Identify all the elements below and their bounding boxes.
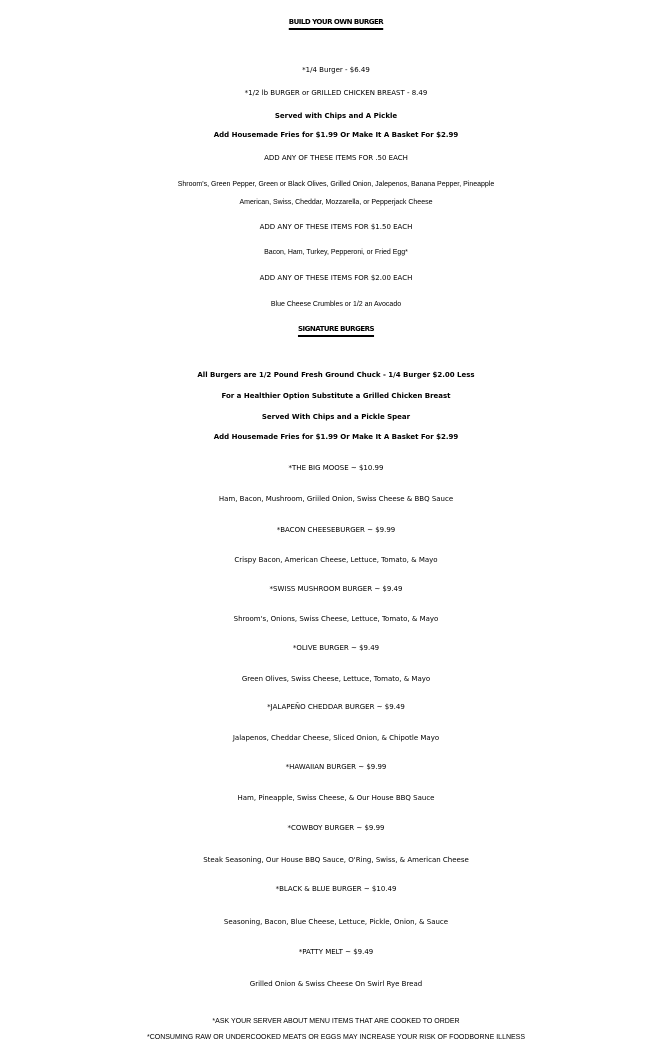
signature-info-served: Served With Chips and a Pickle Spear xyxy=(261,413,411,421)
quarter-burger-price: *1/4 Burger - $6.49 xyxy=(302,66,370,74)
burger-description: Green Olives, Swiss Cheese, Lettuce, Tomato, & Mayo xyxy=(241,675,431,683)
burger-name: *PATTY MELT ~ $9.49 xyxy=(298,948,374,956)
burger-name: *BLACK & BLUE BURGER ~ $10.49 xyxy=(275,885,397,893)
add-50-heading: ADD ANY OF THESE ITEMS FOR .50 EACH xyxy=(264,154,408,162)
burger-name: *COWBOY BURGER ~ $9.99 xyxy=(287,824,385,832)
burger-description: Ham, Bacon, Mushroom, Griiled Onion, Swiss Cheese & BBQ Sauce xyxy=(218,495,454,503)
burger-description: Ham, Pineapple, Swiss Cheese, & Our House BBQ Sauce xyxy=(237,794,435,802)
add-200-heading: ADD ANY OF THESE ITEMS FOR $2.00 EACH xyxy=(259,274,413,282)
add-150-items: Bacon, Ham, Turkey, Pepperoni, or Fried Egg* xyxy=(264,249,408,256)
burger-description: Jalapenos, Cheddar Cheese, Sliced Onion, & Chipotle Mayo xyxy=(232,734,440,742)
signature-info-chuck: All Burgers are 1/2 Pound Fresh Ground Chuck - 1/4 Burger $2.00 Less xyxy=(197,371,475,379)
fries-basket-note: Add Housemade Fries for $1.99 Or Make It A Basket For $2.99 xyxy=(213,131,459,139)
footer-cooked-to-order: *ASK YOUR SERVER ABOUT MENU ITEMS THAT ARE COOKED TO ORDER xyxy=(212,1018,460,1025)
burger-description: Shroom's, Onions, Swiss Cheese, Lettuce, Tomato, & Mayo xyxy=(233,615,439,623)
burger-name: *HAWAIIAN BURGER ~ $9.99 xyxy=(285,763,387,771)
signature-info-chicken: For a Healthier Option Substitute a Grilled Chicken Breast xyxy=(221,392,451,400)
build-your-own-title: BUILD YOUR OWN BURGER xyxy=(288,18,384,26)
burger-name: *BACON CHEESEBURGER ~ $9.99 xyxy=(276,526,396,534)
burger-description: Seasoning, Bacon, Blue Cheese, Lettuce, Pickle, Onion, & Sauce xyxy=(223,918,449,926)
burger-description: Steak Seasoning, Our House BBQ Sauce, O'Ring, Swiss, & American Cheese xyxy=(203,856,469,864)
burger-name: *JALAPEÑO CHEDDAR BURGER ~ $9.49 xyxy=(267,703,405,711)
signature-burgers-title: SIGNATURE BURGERS xyxy=(297,325,375,333)
footer-food-safety-warning: *CONSUMING RAW OR UNDERCOOKED MEATS OR EGGS MAY INCREASE YOUR RISK OF FOODBORNE ILLNESS xyxy=(146,1034,526,1041)
burger-name: *OLIVE BURGER ~ $9.49 xyxy=(292,644,380,652)
burger-description: Crispy Bacon, American Cheese, Lettuce, Tomato, & Mayo xyxy=(234,556,438,564)
burger-description: Grilled Onion & Swiss Cheese On Swirl Rye Bread xyxy=(249,980,423,988)
served-with-note: Served with Chips and A Pickle xyxy=(274,112,398,120)
signature-info-fries: Add Housemade Fries for $1.99 Or Make It A Basket For $2.99 xyxy=(213,433,459,441)
burger-name: *SWISS MUSHROOM BURGER ~ $9.49 xyxy=(269,585,403,593)
half-pound-price: *1/2 lb BURGER or GRILLED CHICKEN BREAST - 8.49 xyxy=(244,89,428,97)
add-50-cheeses: American, Swiss, Cheddar, Mozzarella, or Pepperjack Cheese xyxy=(239,199,433,206)
burger-name: *THE BIG MOOSE ~ $10.99 xyxy=(288,464,384,472)
add-200-items: Blue Cheese Crumbles or 1/2 an Avocado xyxy=(270,301,402,308)
add-150-heading: ADD ANY OF THESE ITEMS FOR $1.50 EACH xyxy=(259,223,413,231)
add-50-toppings: Shroom's, Green Pepper, Green or Black Olives, Grilled Onion, Jalepenos, Banana Pepper, Pineapple xyxy=(177,181,495,188)
